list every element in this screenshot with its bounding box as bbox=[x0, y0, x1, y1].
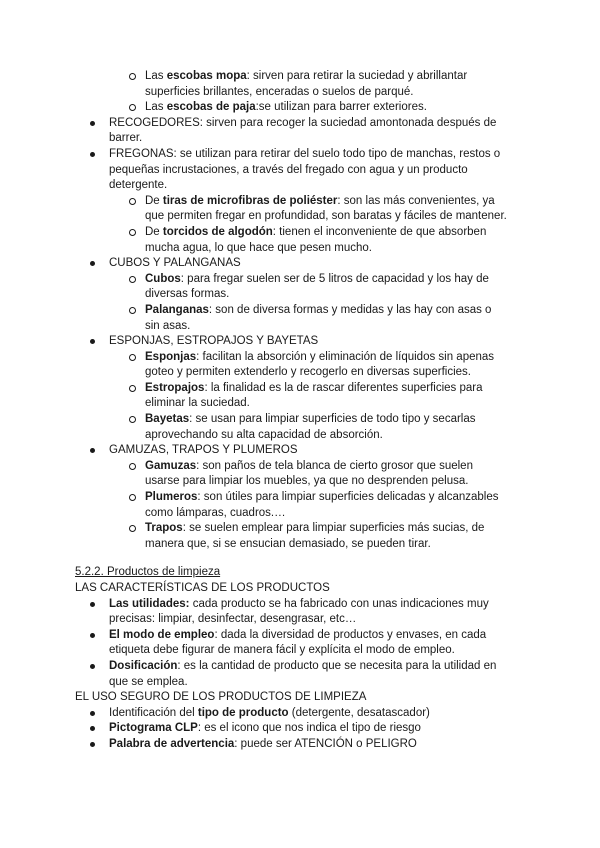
list-item-continuation: etiqueta debe figurar de manera fácil y explícita el modo de empleo. bbox=[109, 644, 455, 657]
section-heading-uso-seguro: EL USO SEGURO DE LOS PRODUCTOS DE LIMPIEZA bbox=[75, 691, 367, 704]
list-item-continuation: diversas formas. bbox=[145, 288, 230, 301]
list-item-gamuzas-group: GAMUZAS, TRAPOS Y PLUMEROS bbox=[0, 443, 600, 459]
bullet-icon bbox=[90, 152, 95, 157]
bullet-icon bbox=[90, 633, 95, 638]
list-item-identificacion: Identificación del tipo de producto (detergente, desatascador) bbox=[0, 706, 600, 722]
bullet-icon bbox=[90, 339, 95, 344]
section-title: 5.2.2. Productos de limpieza bbox=[75, 566, 221, 579]
hollow-bullet-icon bbox=[129, 385, 136, 392]
bullet-icon bbox=[90, 664, 95, 669]
hollow-bullet-icon bbox=[129, 198, 136, 205]
bullet-icon bbox=[90, 742, 95, 747]
list-item-bayetas: Bayetas: se usan para limpiar superficies de todo tipo y secarlas bbox=[0, 412, 600, 428]
list-item-continuation: superficies brillantes, enceradas o suelos de parqué. bbox=[145, 85, 414, 98]
list-item-continuation: manera que, si se ensucian demasiado, se pueden tirar. bbox=[145, 537, 431, 550]
hollow-bullet-icon bbox=[129, 416, 136, 423]
bullet-icon bbox=[90, 448, 95, 453]
list-item-continuation: detergente. bbox=[109, 179, 168, 192]
list-item-escobas-paja: Las escobas de paja:se utilizan para barrer exteriores. bbox=[0, 100, 600, 116]
hollow-bullet-icon bbox=[129, 104, 136, 111]
bullet-icon bbox=[90, 602, 95, 607]
list-item-continuation: precisas: limpiar, desinfectar, desengrasar, etc… bbox=[109, 613, 357, 626]
list-item-tiras: De tiras de microfibras de poliéster: son las más convenientes, ya bbox=[0, 194, 600, 210]
list-item-continuation: goteo y permiten extenderlo y recogerlo en diversas superficies. bbox=[145, 366, 472, 379]
hollow-bullet-icon bbox=[129, 73, 136, 80]
list-item-gamuzas: Gamuzas: son paños de tela blanca de cierto grosor que suelen bbox=[0, 459, 600, 475]
list-item-recogedores: RECOGEDORES: sirven para recoger la suciedad amontonada después de bbox=[0, 116, 600, 132]
list-item-modo-empleo: El modo de empleo: dada la diversidad de productos y envases, en cada bbox=[0, 628, 600, 644]
list-item-continuation: eliminar la suciedad. bbox=[145, 397, 250, 410]
list-item-trapos: Trapos: se suelen emplear para limpiar superficies más sucias, de bbox=[0, 521, 600, 537]
bullet-icon bbox=[90, 726, 95, 731]
list-item-cubos: Cubos: para fregar suelen ser de 5 litros de capacidad y los hay de bbox=[0, 272, 600, 288]
hollow-bullet-icon bbox=[129, 354, 136, 361]
list-item-continuation: usarse para limpiar los muebles, ya que no desprenden pelusa. bbox=[145, 475, 469, 488]
list-item-continuation: sin asas. bbox=[145, 319, 191, 332]
list-item-continuation: que se emplea. bbox=[109, 675, 188, 688]
list-item-esponjas: Esponjas: facilitan la absorción y eliminación de líquidos sin apenas bbox=[0, 350, 600, 366]
list-item-esponjas-group: ESPONJAS, ESTROPAJOS Y BAYETAS bbox=[0, 334, 600, 350]
list-item-continuation: como lámparas, cuadros.… bbox=[145, 506, 286, 519]
hollow-bullet-icon bbox=[129, 463, 136, 470]
list-item-torcidos: De torcidos de algodón: tienen el inconveniente de que absorben bbox=[0, 225, 600, 241]
list-item-continuation: pequeñas incrustaciones, a través del fregado con agua y un producto bbox=[109, 163, 468, 176]
list-item-fregonas: FREGONAS: se utilizan para retirar del suelo todo tipo de manchas, restos o bbox=[0, 147, 600, 163]
list-item-palanganas: Palanganas: son de diversa formas y medidas y las hay con asas o bbox=[0, 303, 600, 319]
bullet-icon bbox=[90, 711, 95, 716]
list-item-pictograma: Pictograma CLP: es el icono que nos indica el tipo de riesgo bbox=[0, 721, 600, 737]
list-item-continuation: barrer. bbox=[109, 132, 143, 145]
list-item-continuation: aprovechando su alta capacidad de absorción. bbox=[145, 428, 383, 441]
list-item-continuation: mucha agua, lo que hace que pesen mucho. bbox=[145, 241, 372, 254]
bullet-icon bbox=[90, 121, 95, 126]
hollow-bullet-icon bbox=[129, 307, 136, 314]
list-item-continuation: que permiten fregar en profundidad, son baratas y fáciles de mantener. bbox=[145, 210, 507, 223]
list-item-escobas-mopa: Las escobas mopa: sirven para retirar la suciedad y abrillantar bbox=[0, 69, 600, 85]
hollow-bullet-icon bbox=[129, 229, 136, 236]
list-item-dosificacion: Dosificación: es la cantidad de producto que se necesita para la utilidad en bbox=[0, 659, 600, 675]
list-item-plumeros: Plumeros: son útiles para limpiar superficies delicadas y alcanzables bbox=[0, 490, 600, 506]
bullet-icon bbox=[90, 261, 95, 266]
list-item-cubos-palanganas: CUBOS Y PALANGANAS bbox=[0, 256, 600, 272]
hollow-bullet-icon bbox=[129, 494, 136, 501]
hollow-bullet-icon bbox=[129, 525, 136, 532]
list-item-palabra: Palabra de advertencia: puede ser ATENCIÓN o PELIGRO bbox=[0, 737, 600, 753]
section-heading-caracteristicas: LAS CARACTERÍSTICAS DE LOS PRODUCTOS bbox=[75, 582, 330, 594]
list-item-estropajos: Estropajos: la finalidad es la de rascar diferentes superficies para bbox=[0, 381, 600, 397]
spacer bbox=[0, 552, 600, 565]
hollow-bullet-icon bbox=[129, 276, 136, 283]
list-item-utilidades: Las utilidades: cada producto se ha fabricado con unas indicaciones muy bbox=[0, 597, 600, 613]
